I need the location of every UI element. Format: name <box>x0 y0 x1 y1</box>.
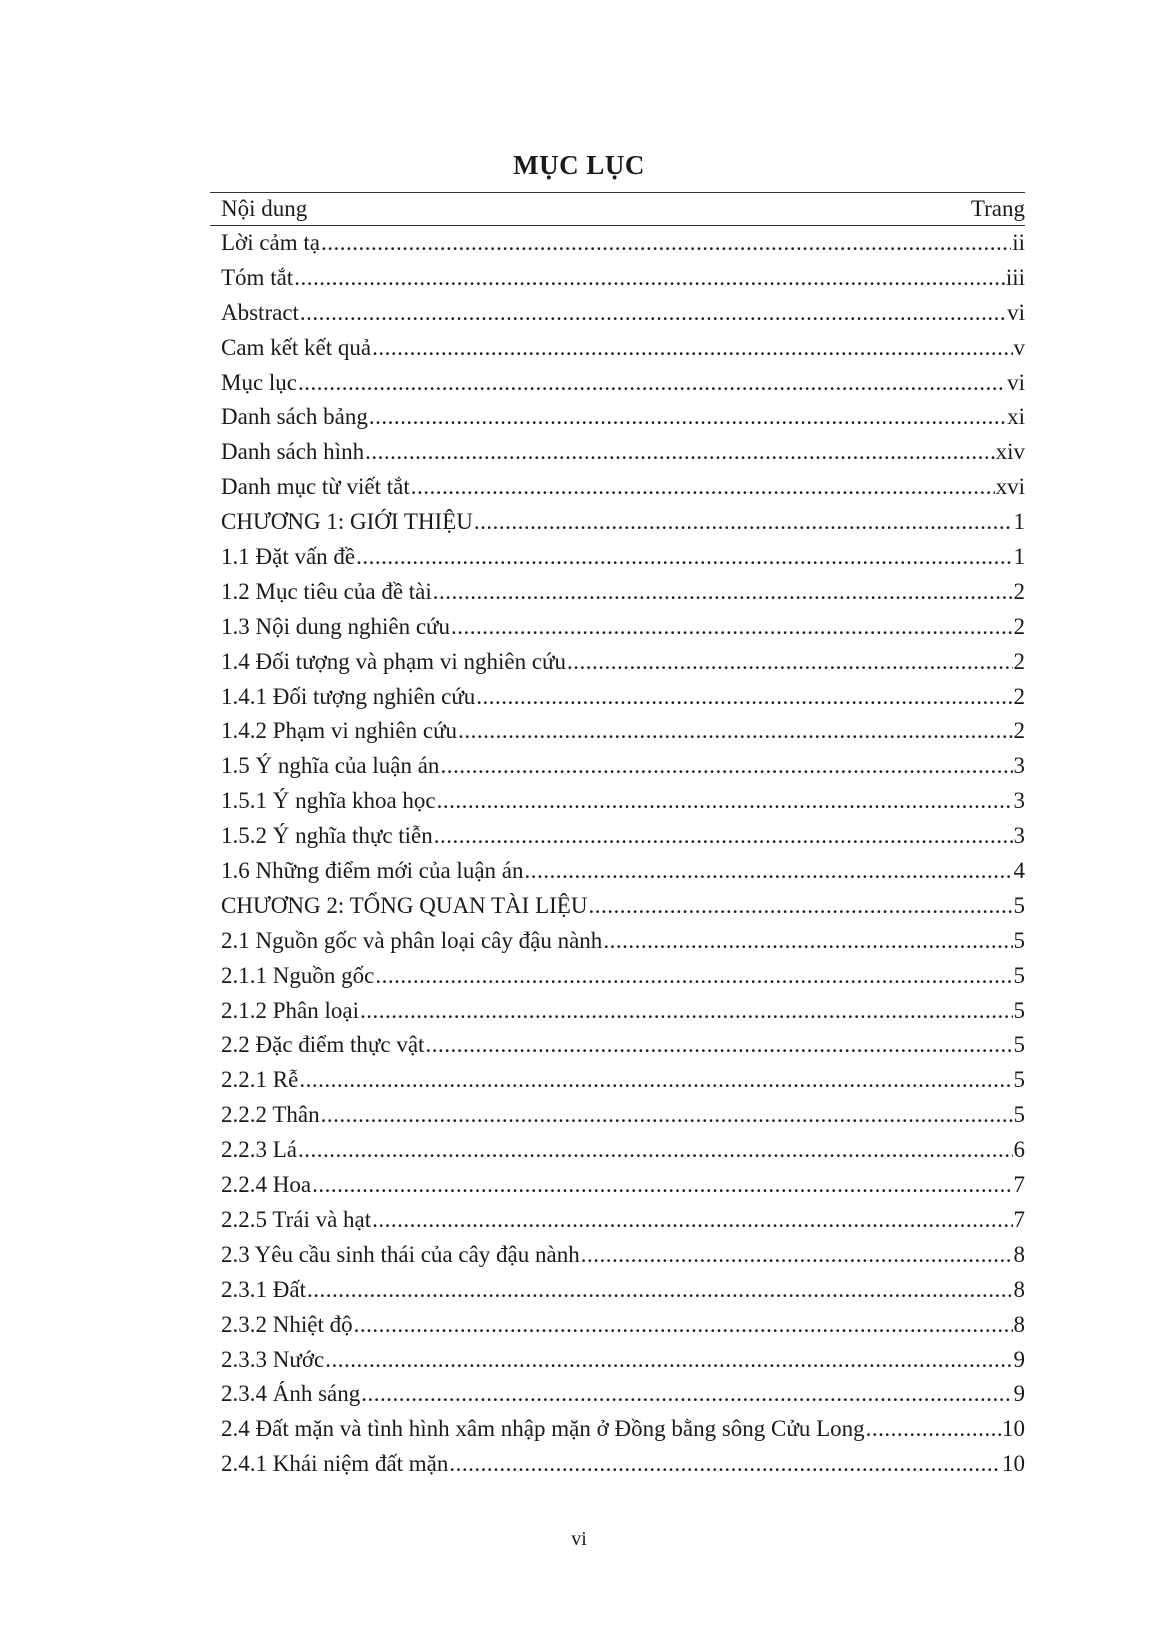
toc-entry[interactable] <box>210 784 1025 819</box>
toc-entry[interactable] <box>210 1098 1025 1133</box>
toc-entry-label: 2.3.3 Nước <box>221 1346 325 1372</box>
toc-entry-page: 8 <box>1013 1276 1025 1302</box>
toc-entry-label: 1.1 Đặt vấn đề <box>221 544 356 570</box>
toc-dot-leader <box>433 575 1013 610</box>
toc-dot-leader <box>365 435 995 470</box>
toc-entry[interactable] <box>210 261 1025 296</box>
toc-entry[interactable] <box>210 924 1025 959</box>
toc-entry[interactable] <box>210 1203 1025 1238</box>
toc-dot-leader <box>866 1412 1001 1447</box>
toc-dot-leader <box>603 924 1012 959</box>
toc-entry[interactable] <box>210 540 1025 575</box>
toc-entry-page: 8 <box>1013 1311 1025 1337</box>
toc-entry[interactable] <box>210 854 1025 889</box>
toc-entry-label: 1.3 Nội dung nghiên cứu <box>221 613 451 639</box>
toc-entry-page: 10 <box>1002 1451 1025 1477</box>
toc-entry[interactable] <box>210 889 1025 924</box>
toc-entry-label: Danh mục từ viết tắt <box>221 474 410 500</box>
toc-entry[interactable] <box>210 749 1025 784</box>
toc-entry-page: 5 <box>1013 997 1025 1023</box>
toc-dot-leader <box>298 366 1006 401</box>
toc-entry[interactable] <box>210 400 1025 435</box>
toc-entry-page: 5 <box>1013 1102 1025 1128</box>
toc-entry-label: 2.2 Đặc điểm thực vật <box>221 1032 425 1058</box>
toc-entry-page: 2 <box>1013 683 1025 709</box>
toc-entry-label: 1.2 Mục tiêu của đề tài <box>221 578 432 604</box>
toc-dot-leader <box>375 959 1012 994</box>
toc-dot-leader <box>440 749 1012 784</box>
toc-entry-label: Danh sách hình <box>221 439 365 465</box>
toc-entry-page: 4 <box>1013 858 1025 884</box>
toc-dot-leader <box>567 645 1013 680</box>
toc-entry-label: 2.2.5 Trái và hạt <box>221 1206 372 1232</box>
toc-dot-leader <box>449 1447 1001 1482</box>
toc-entry-label: 2.3.1 Đất <box>221 1276 306 1302</box>
toc-dot-leader <box>300 296 1006 331</box>
toc-entry[interactable] <box>210 331 1025 366</box>
toc-entry[interactable] <box>210 1063 1025 1098</box>
toc-entry[interactable] <box>210 1377 1025 1412</box>
toc-entry[interactable] <box>210 1308 1025 1343</box>
toc-entry-label: Tóm tắt <box>221 264 294 290</box>
content-column-label: Nội dung <box>221 196 308 221</box>
toc-dot-leader <box>299 1063 1012 1098</box>
toc-entry[interactable] <box>210 1447 1025 1482</box>
toc-entry-label: 2.4 Đất mặn và tình hình xâm nhập mặn ở Đồng bằng sông Cửu Long <box>221 1416 865 1442</box>
toc-entry-page: 9 <box>1013 1381 1025 1407</box>
toc-entry[interactable] <box>210 680 1025 715</box>
toc-dot-leader <box>372 1203 1012 1238</box>
toc-dot-leader <box>369 400 1006 435</box>
page-number: vi <box>571 1528 587 1550</box>
toc-entry-label: 1.4 Đối tượng và phạm vi nghiên cứu <box>221 648 566 674</box>
toc-entry-page: 1 <box>1013 544 1025 570</box>
toc-entry[interactable] <box>210 994 1025 1029</box>
toc-dot-leader <box>588 889 1012 924</box>
toc-entry-label: 2.2.2 Thân <box>221 1102 320 1128</box>
toc-dot-leader <box>325 1343 1012 1378</box>
toc-entry[interactable] <box>210 610 1025 645</box>
toc-entry-label: Mục lục <box>221 369 298 395</box>
toc-entry-label: Abstract <box>221 299 299 325</box>
toc-entry-page: 2 <box>1013 613 1025 639</box>
toc-dot-leader <box>474 505 1013 540</box>
toc-entry-page: 2 <box>1013 648 1025 674</box>
toc-entry[interactable] <box>210 296 1025 331</box>
toc-entry-page: 8 <box>1013 1241 1025 1267</box>
toc-entry-page: 3 <box>1013 823 1025 849</box>
toc-entry-label: 1.5 Ý nghĩa của luận án <box>221 753 440 779</box>
toc-entry-page: 10 <box>1002 1416 1025 1442</box>
toc-entry-label: Danh sách bảng <box>221 404 368 430</box>
toc-entry[interactable] <box>210 366 1025 401</box>
toc-entry-page: xi <box>1007 404 1025 430</box>
toc-entry[interactable] <box>210 435 1025 470</box>
toc-dot-leader <box>581 1238 1013 1273</box>
toc-entry[interactable] <box>210 645 1025 680</box>
toc-entry-page: 2 <box>1013 718 1025 744</box>
toc-dot-leader <box>372 331 1012 366</box>
toc-entry[interactable] <box>210 1238 1025 1273</box>
toc-entry[interactable] <box>210 226 1025 261</box>
toc-entry-page: vi <box>1007 369 1025 395</box>
toc-entry-label: 1.4.2 Phạm vi nghiên cứu <box>221 718 458 744</box>
toc-entry-label: 1.5.1 Ý nghĩa khoa học <box>221 788 436 814</box>
toc-entry-page: 7 <box>1013 1206 1025 1232</box>
toc-entry-page: 3 <box>1013 788 1025 814</box>
toc-entry-label: 2.1.1 Nguồn gốc <box>221 962 375 988</box>
toc-dot-leader <box>458 714 1012 749</box>
toc-entry-page: 5 <box>1013 1067 1025 1093</box>
toc-entry-page: v <box>1013 334 1025 360</box>
toc-entry-page: ii <box>1012 230 1025 255</box>
toc-entry-page: vi <box>1007 299 1025 325</box>
toc-entry[interactable] <box>210 714 1025 749</box>
toc-entry-page: xiv <box>995 439 1025 465</box>
toc-entry-label: 2.1 Nguồn gốc và phân loại cây đậu nành <box>221 927 603 953</box>
toc-dot-leader <box>354 1308 1013 1343</box>
toc-dot-leader <box>524 854 1012 889</box>
toc-entry[interactable] <box>210 1273 1025 1308</box>
toc-dot-leader <box>356 540 1012 575</box>
toc-entry-label: 2.3.4 Ánh sáng <box>221 1381 361 1407</box>
toc-entry-page: 5 <box>1013 892 1025 918</box>
toc-entry-page: 7 <box>1013 1172 1025 1198</box>
page-column-label: Trang <box>970 196 1025 221</box>
toc-entry-page: 5 <box>1013 927 1025 953</box>
toc-entry-label: 2.3 Yêu cầu sinh thái của cây đậu nành <box>221 1241 580 1267</box>
toc-dot-leader <box>451 610 1012 645</box>
toc-entry-page: iii <box>1005 264 1025 290</box>
toc-entry-label: CHƯƠNG 1: GIỚI THIỆU <box>221 509 473 535</box>
toc-entry-label: 2.2.1 Rễ <box>221 1067 299 1093</box>
toc-entry[interactable] <box>210 575 1025 610</box>
toc-dot-leader <box>307 1273 1013 1308</box>
toc-dot-leader <box>434 819 1013 854</box>
toc-entry[interactable] <box>210 819 1025 854</box>
toc-dot-leader <box>437 784 1013 819</box>
toc-dot-leader <box>294 261 1005 296</box>
toc-dot-leader <box>360 994 1013 1029</box>
table-of-contents <box>210 192 1025 1482</box>
toc-entry-page: xvi <box>995 474 1025 500</box>
toc-entry[interactable] <box>210 1412 1025 1447</box>
toc-entry-label: Cam kết kết quả <box>221 334 372 360</box>
toc-entry[interactable] <box>210 470 1025 505</box>
toc-entry-page: 1 <box>1013 509 1025 535</box>
toc-dot-leader <box>321 1098 1013 1133</box>
toc-entry-label: 1.4.1 Đối tượng nghiên cứu <box>221 683 476 709</box>
toc-header <box>210 192 1025 226</box>
toc-dot-leader <box>361 1377 1012 1412</box>
toc-entry-label: CHƯƠNG 2: TỔNG QUAN TÀI LIỆU <box>221 892 588 918</box>
toc-entry-label: Lời cảm tạ <box>221 230 321 255</box>
toc-entry-page: 2 <box>1013 578 1025 604</box>
page-title: MỤC LỤC <box>513 150 645 181</box>
toc-entry-label: 2.2.4 Hoa <box>221 1172 312 1198</box>
toc-entry[interactable] <box>210 1343 1025 1378</box>
toc-entry-page: 5 <box>1013 1032 1025 1058</box>
toc-entry-page: 5 <box>1013 962 1025 988</box>
toc-entry-page: 9 <box>1013 1346 1025 1372</box>
toc-dot-leader <box>321 226 1011 261</box>
toc-entry[interactable] <box>210 505 1025 540</box>
toc-entry[interactable] <box>210 959 1025 994</box>
toc-entry-label: 2.1.2 Phân loại <box>221 997 359 1023</box>
toc-entry[interactable] <box>210 1133 1025 1168</box>
toc-entry-label: 2.2.3 Lá <box>221 1137 298 1163</box>
toc-dot-leader <box>312 1168 1012 1203</box>
toc-dot-leader <box>411 470 995 505</box>
toc-entry-label: 1.5.2 Ý nghĩa thực tiễn <box>221 823 433 849</box>
toc-dot-leader <box>298 1133 1012 1168</box>
toc-entry-label: 2.4.1 Khái niệm đất mặn <box>221 1451 449 1477</box>
toc-entry-label: 1.6 Những điểm mới của luận án <box>221 858 524 884</box>
toc-entry[interactable] <box>210 1028 1025 1063</box>
toc-list <box>210 226 1025 1482</box>
toc-entry[interactable] <box>210 1168 1025 1203</box>
toc-entry-page: 3 <box>1013 753 1025 779</box>
toc-entry-page: 6 <box>1013 1137 1025 1163</box>
toc-entry-label: 2.3.2 Nhiệt độ <box>221 1311 353 1337</box>
toc-dot-leader <box>476 680 1012 715</box>
toc-dot-leader <box>425 1028 1012 1063</box>
